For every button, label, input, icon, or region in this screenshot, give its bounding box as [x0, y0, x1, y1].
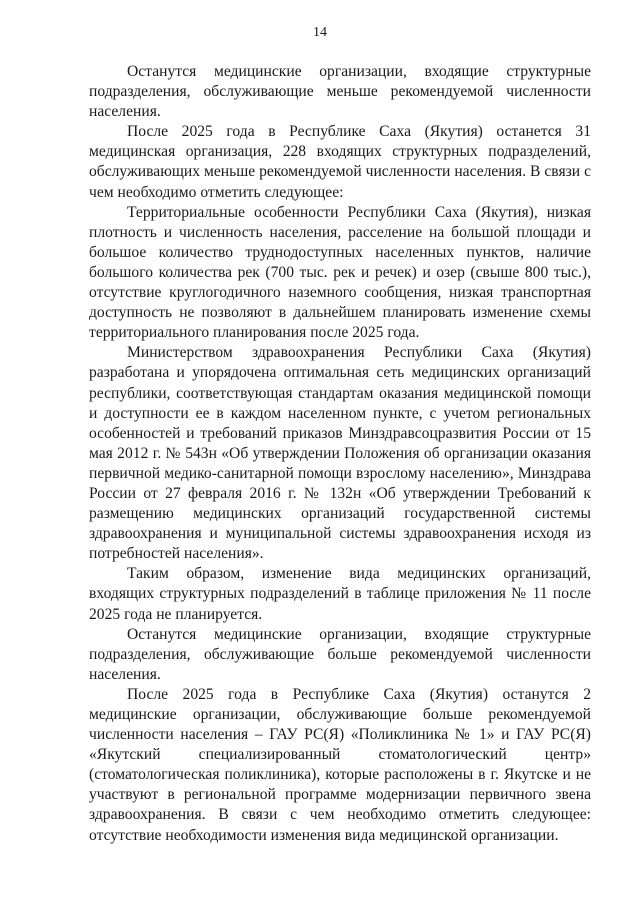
paragraph: Таким образом, изменение вида медицинских организаций, входящих структурных подразделений в таблице приложения № 11 после 2025 года не планируется.: [89, 565, 591, 623]
paragraph: После 2025 года в Республике Саха (Якутия) останется 31 медицинская организация, 228 входящих структурных подразделений, обслуживающих меньше рекомендуемой численности населения. В связи с чем необходимо отметить следующее:: [89, 123, 591, 201]
page-number: 14: [313, 25, 327, 40]
paragraph: После 2025 года в Республике Саха (Якутия) останутся 2 медицинские организации, обслуживающие больше рекомендуемой численности населения – ГАУ РС(Я) «Поликлиника № 1» и ГАУ РС(Я) «Якутский специализированный стоматологический центр» (стоматологическая поликлиника), которые расположены в г. Якутске и не участвуют в региональной программе модернизации первичного звена здравоохранения. В связи с чем необходимо отметить следующее: отсутствие необходимости изменения вида медицинской организации.: [89, 685, 591, 844]
paragraph: Министерством здравоохранения Республики Саха (Якутия) разработана и упорядочена оптимальная сеть медицинских организаций республики, соответствующая стандартам оказания медицинской помощи и доступности ее в каждом населенном пункте, с учетом региональных особенностей и требований приказов Минздравсоцразвития России от 15 мая 2012 г. № 543н «Об утверждении Положения об организации оказания первичной медико-санитарной помощи взрослому населению», Минздрава России от 27 февраля 2016 г. № 132н «Об утверждении Требований к размещению медицинских организаций государственной системы здравоохранения и муниципальной системы здравоохранения исходя из потребностей населения».: [89, 344, 591, 563]
paragraph: Останутся медицинские организации, входящие структурные подразделения, обслуживающие меньше рекомендуемой численности населения.: [89, 63, 591, 121]
paragraph: Останутся медицинские организации, входящие структурные подразделения, обслуживающие больше рекомендуемой численности населения.: [89, 625, 591, 683]
paragraph: Территориальные особенности Республики Саха (Якутия), низкая плотность и численность населения, расселение на большой площади и большое количество труднодоступных населенных пунктов, наличие большого количества рек (700 тыс. рек и речек) и озер (свыше 800 тыс.), отсутствие круглогодичного наземного сообщения, низкая транспортная доступность не позволяют в дальнейшем планировать изменение схемы территориального планирования после 2025 года.: [89, 203, 591, 342]
document-body: [89, 62, 591, 846]
